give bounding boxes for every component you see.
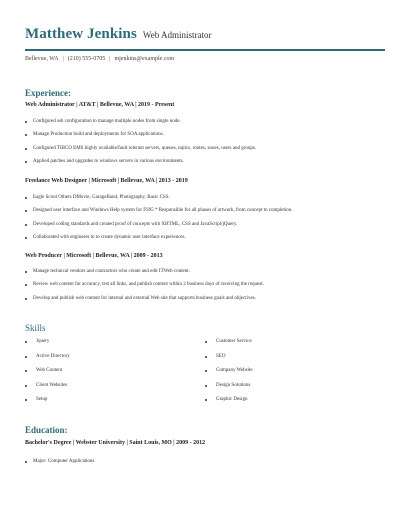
skill-label: Company Website xyxy=(216,368,253,373)
skill-label: Graphic Design xyxy=(216,397,248,402)
degree-title: Bachelor's Degree | Webster University | Saint Louis, MO | 2009 - 2012 xyxy=(25,440,206,446)
list-item: Major: Computer Applications xyxy=(25,459,94,472)
experience-heading: Experience: xyxy=(25,88,71,98)
skills-column-right xyxy=(205,339,385,412)
contact-email[interactable]: mjenkins@example.com xyxy=(114,56,175,62)
skill-label: Web Content xyxy=(36,368,63,373)
list-item xyxy=(205,354,385,369)
contact-location: Bellevue, WA xyxy=(25,56,59,62)
job-bullets xyxy=(25,119,256,172)
contact-line xyxy=(25,56,174,62)
skill-label: Customer Service xyxy=(216,339,252,344)
list-item xyxy=(25,383,205,398)
contact-phone: (210) 555-0705 xyxy=(67,56,106,62)
list-item xyxy=(205,368,385,383)
list-item: Review web content for accuracy, test all links, and publish content within 2 business days of receiving the request. xyxy=(25,282,264,295)
list-item: Collaborated with engineers to to create dynamic user interface experiences. xyxy=(25,235,293,248)
candidate-role: Web Administrator xyxy=(142,30,212,40)
contact-separator: | xyxy=(109,56,111,62)
list-item xyxy=(205,339,385,354)
skill-label: Client Websites xyxy=(36,382,68,388)
header-divider xyxy=(25,49,385,51)
list-item: Manage Production build and deployments for SOA applications. xyxy=(25,132,256,145)
list-item: Configured ssh configuration to manage multiple nodes from single node. xyxy=(25,119,256,132)
list-item: Designed user interface and Windows Help system for FS95 * Responsible for all phases of artwork, from concept to completion. xyxy=(25,208,293,221)
job-title: Freelance Web Designer | Microsoft | Bellevue, WA | 2013 - 2019 xyxy=(25,178,188,184)
skill-label: Design Solutions xyxy=(216,382,251,388)
list-item: Applied patches and upgrades to windows servers in various environments. xyxy=(25,159,256,172)
list-item: Eagle Scout Others DMovie, GarageBand, Photography, Basic CSS. xyxy=(25,195,293,208)
skills-column-left xyxy=(25,339,205,412)
list-item: Manage technical vendors and contractors who create and edit ITWeb content. xyxy=(25,269,264,282)
list-item: Develop and publish web content for internal and external Web site that supports business goals and objectives. xyxy=(25,296,264,309)
skills-heading: Skills xyxy=(25,323,46,333)
skills-grid xyxy=(25,339,385,412)
list-item: Developed coding standards and created proof of concepts with XHTML, CSS and JavaScript/jQuery. xyxy=(25,222,293,235)
list-item xyxy=(25,368,205,383)
job-title: Web Administrator | AT&T | Bellevue, WA | 2019 - Present xyxy=(25,102,175,108)
name-row xyxy=(25,26,385,43)
list-item xyxy=(25,339,205,354)
skill-label: Setup xyxy=(36,397,48,402)
resume-header xyxy=(25,26,385,43)
list-item xyxy=(25,354,205,369)
list-item xyxy=(205,397,385,412)
education-heading: Education: xyxy=(25,425,68,435)
skill-label: SEO xyxy=(216,353,226,359)
skill-label: Active Directory xyxy=(36,353,70,359)
education-bullets xyxy=(25,459,94,472)
contact-separator: | xyxy=(62,56,64,62)
list-item: Configured TIBCO EMS highly available/fault tolerant servers, queues, topics, routes, zones, users and groups. xyxy=(25,146,256,159)
job-bullets xyxy=(25,269,264,309)
list-item xyxy=(205,383,385,398)
skill-label: Jquery xyxy=(36,339,50,344)
list-item xyxy=(25,397,205,412)
candidate-name: Matthew Jenkins xyxy=(25,26,137,42)
job-title: Web Producer | Microsoft | Bellevue, WA | 2009 - 2013 xyxy=(25,253,163,259)
job-bullets xyxy=(25,195,293,248)
